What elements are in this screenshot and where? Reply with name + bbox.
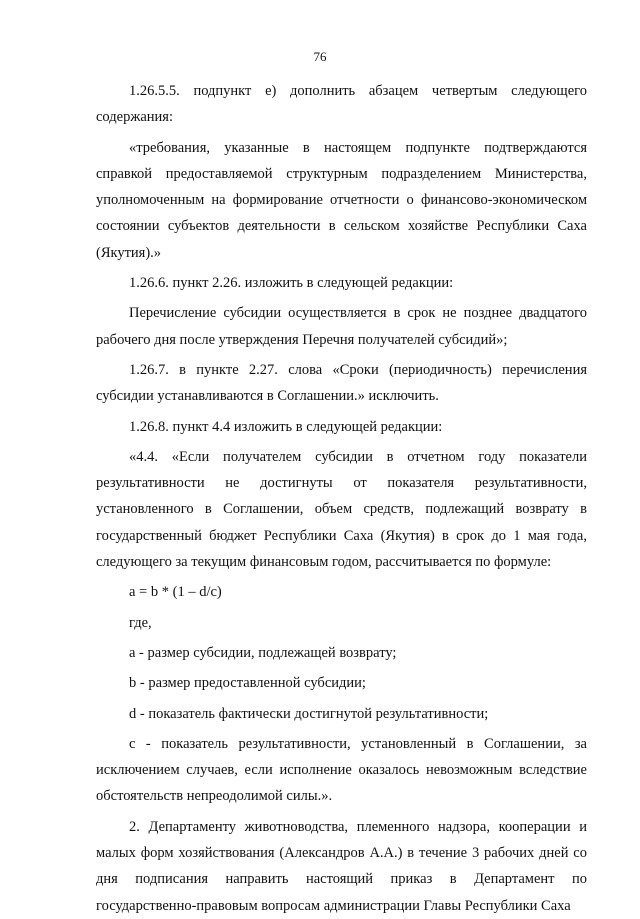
paragraph-transfer: Перечисление субсидии осуществляется в срок не позднее двадцатого рабочего дня после утверждения Перечня получателей субсидий»; [96,305,587,348]
paragraph-1-26-5-5: 1.26.5.5. подпункт е) дополнить абзацем четвертым следующего содержания: [96,83,587,126]
formula: a = b * (1 – d/c) [129,584,222,601]
document-body [96,78,587,919]
paragraph-where: где, [129,614,152,631]
paragraph-1-26-6: 1.26.6. пункт 2.26. изложить в следующей редакции: [129,275,454,292]
paragraph-1-26-8: 1.26.8. пункт 4.4 изложить в следующей редакции: [129,418,443,435]
paragraph-requirements: «требования, указанные в настоящем подпункте подтверждаются справкой предоставляемой структурным подразделением Министерства, уполномоченным на формирование отчетности о финансово-экономическом состоянии субъектов деятельности в сельском хозяйстве Республики Саха (Якутия).» [96,139,587,261]
paragraph-2-department: 2. Департаменту животноводства, племенного надзора, кооперации и малых форм хозяйствования (Александров А.А.) в течение 3 рабочих дней со дня подписания направить настоящий приказ в Департамент по государственно-правовым вопросам администрации Главы Республики Саха [96,818,587,914]
page-number: 76 [313,49,327,64]
definition-a: a - размер субсидии, подлежащей возврату; [129,644,397,661]
definition-c: c - показатель результативности, установленный в Соглашении, за исключением случаев, если исполнение оказалось невозможным вследствие обстоятельств непреодолимой силы.». [96,735,587,805]
paragraph-4-4: «4.4. «Если получателем субсидии в отчетном году показатели результативности не достигнуты от показателя результативности, установленного в Соглашении, объем средств, подлежащий возврату в государственный бюджет Республики Саха (Якутия) в срок до 1 мая года, следующего за текущим финансовым годом, рассчитывается по формуле: [96,448,587,571]
definition-d: d - показатель фактически достигнутой результативности; [129,705,489,722]
definition-b: b - размер предоставленной субсидии; [129,675,366,692]
paragraph-1-26-7: 1.26.7. в пункте 2.27. слова «Сроки (периодичность) перечисления субсидии устанавливаются в Соглашении.» исключить. [96,361,587,405]
